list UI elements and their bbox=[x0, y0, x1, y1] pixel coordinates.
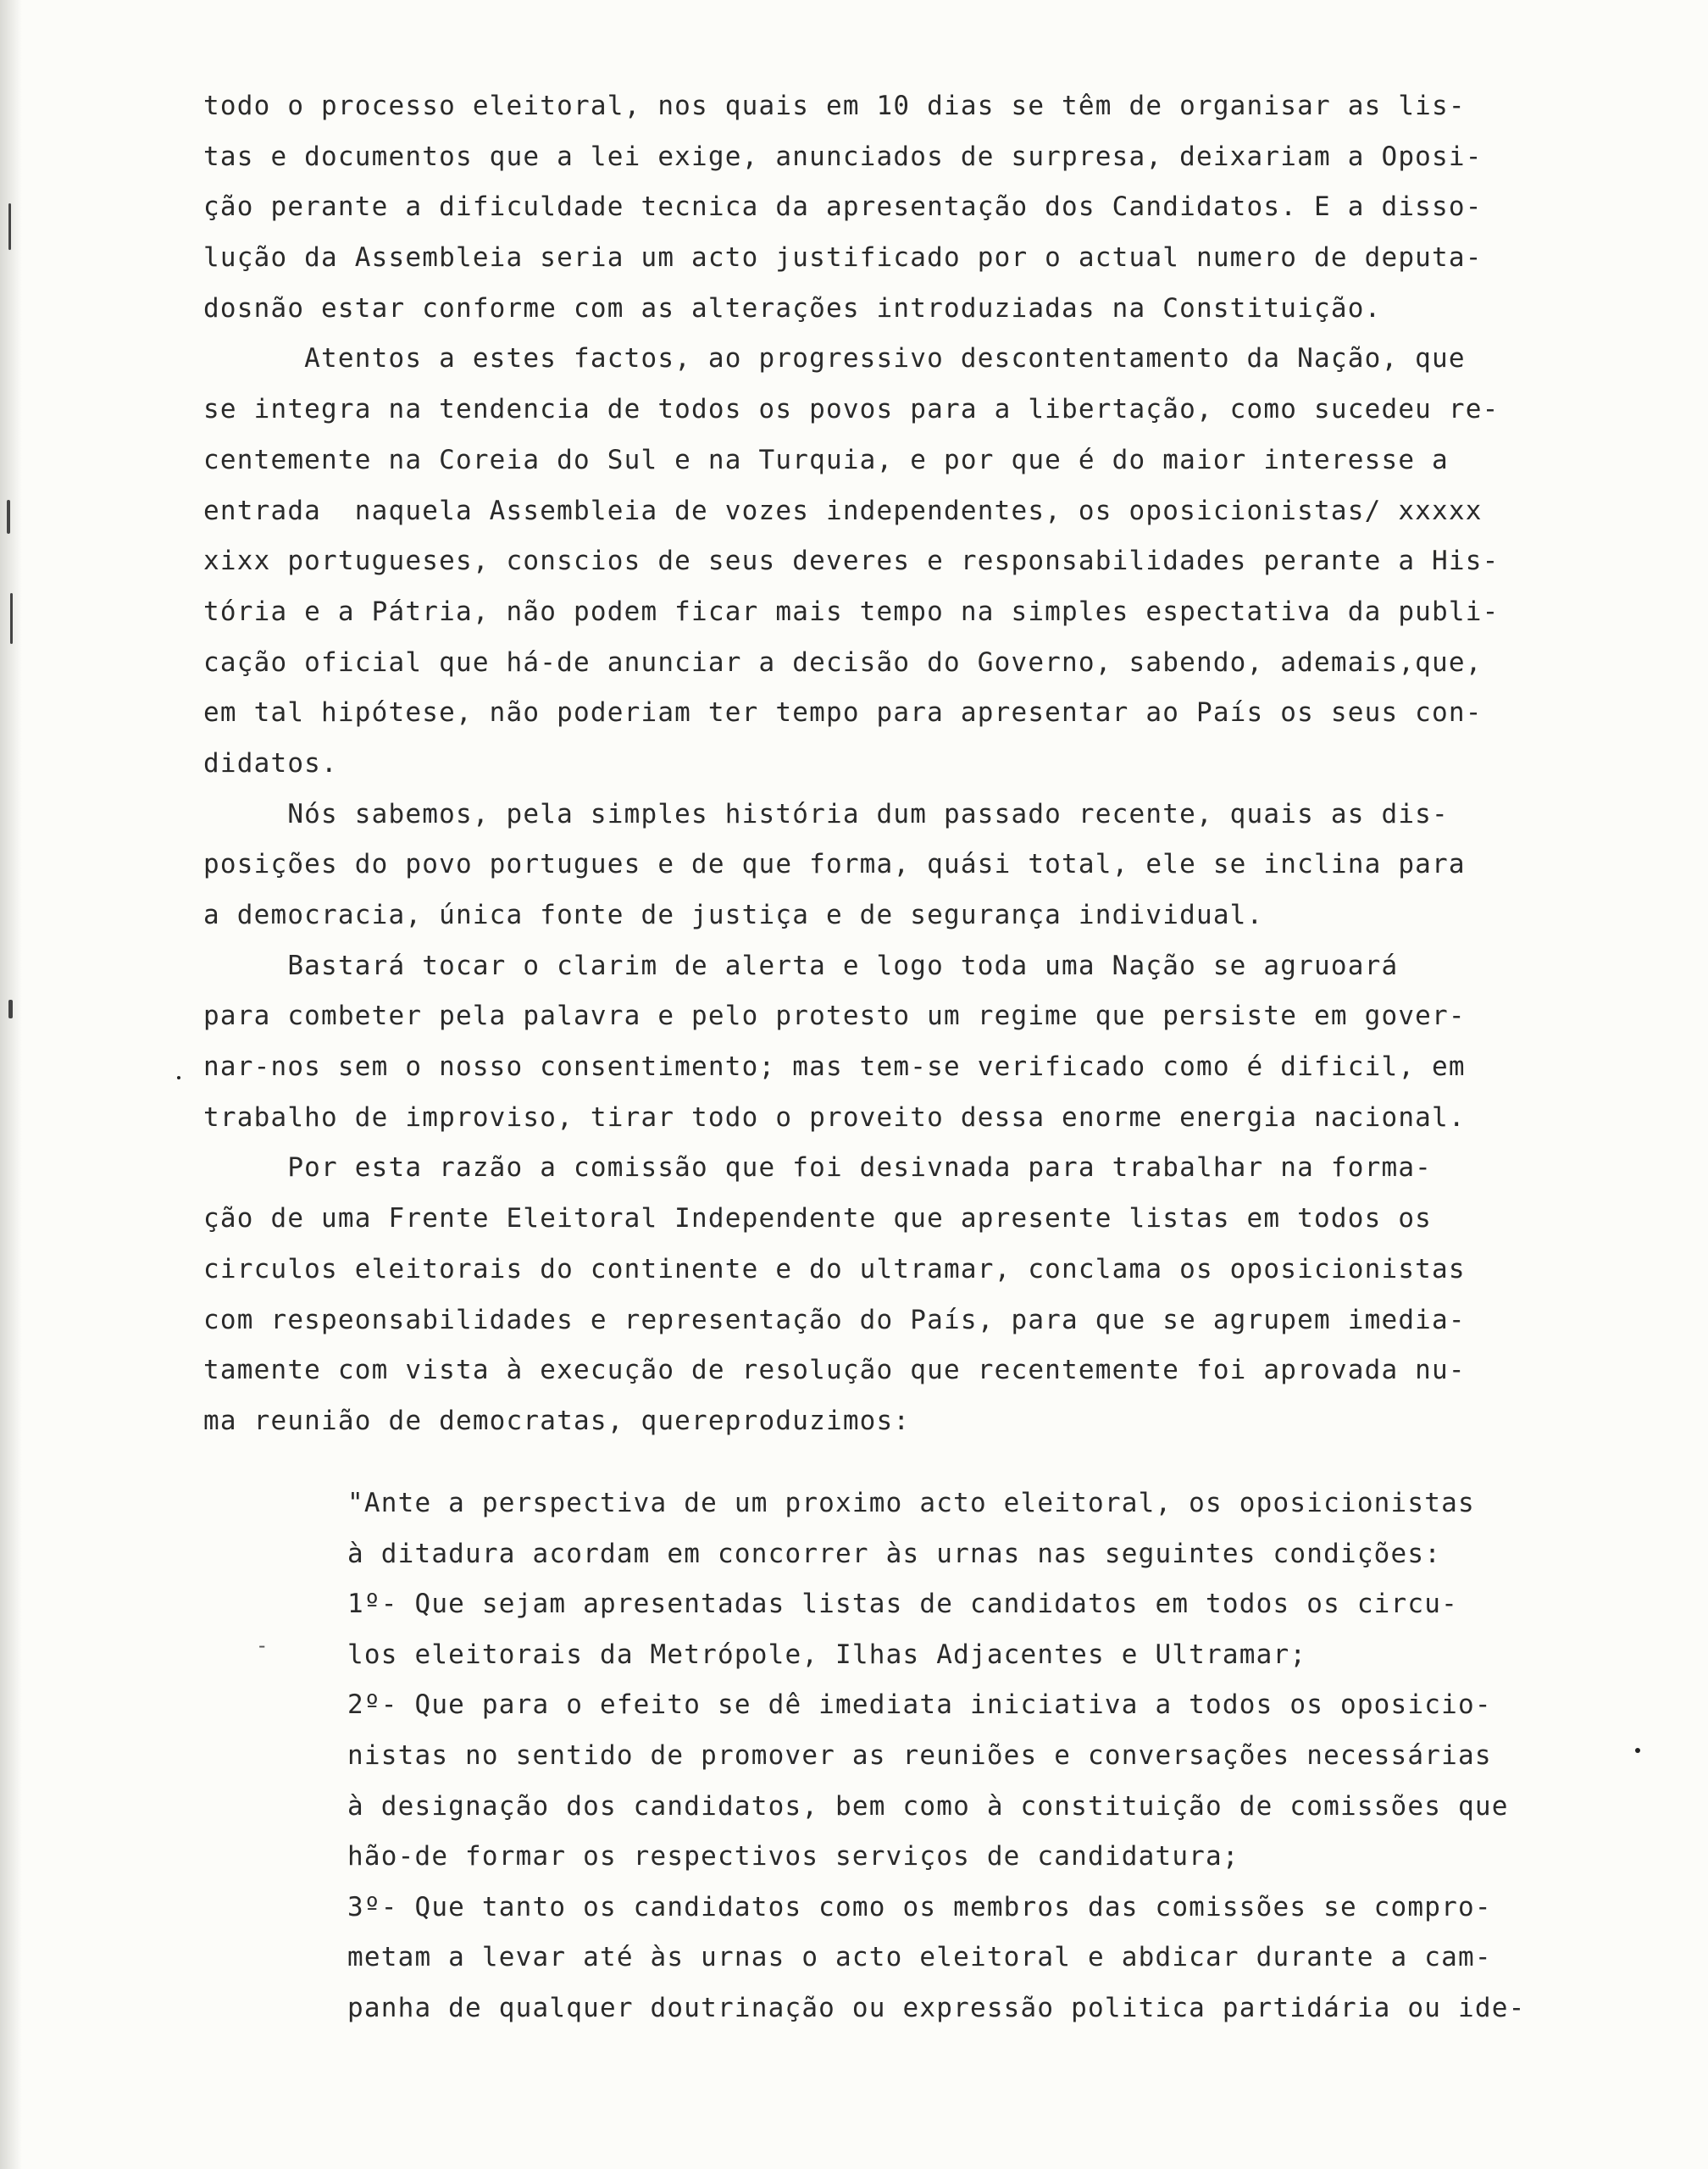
quote-line: à designação dos candidatos, bem como à constituição de comissões que bbox=[347, 1790, 1509, 1822]
text-line: trabalho de improviso, tirar todo o proveito dessa enorme energia nacional. bbox=[203, 1101, 1466, 1133]
text-line: se integra na tendencia de todos os povos para a libertação, como sucedeu re- bbox=[203, 394, 1500, 425]
quote-line: "Ante a perspectiva de um proximo acto eleitoral, os oposicionistas bbox=[347, 1488, 1475, 1518]
text-line: tória e a Pátria, não podem ficar mais tempo na simples espectativa da publi- bbox=[203, 596, 1500, 627]
text-line: em tal hipótese, não poderiam ter tempo para apresentar ao País os seus con- bbox=[203, 697, 1483, 729]
quoted-resolution bbox=[347, 1478, 1601, 2034]
quote-line: panha de qualquer doutrinação ou expressão politica partidária ou ide- bbox=[347, 1992, 1526, 2023]
quote-line: 1º- Que sejam apresentadas listas de candidatos em todos os circu- bbox=[347, 1589, 1458, 1620]
text-line: dosnão estar conforme com as alterações introduziadas na Constituição. bbox=[203, 292, 1382, 324]
text-line: entrada naquela Assembleia de vozes independentes, os oposicionistas/ xxxxx bbox=[203, 495, 1483, 526]
text-line: Por esta razão a comissão que foi desivnada para trabalhar na forma- bbox=[203, 1152, 1433, 1184]
text-line: xixx portugueses, conscios de seus deveres e responsabilidades perante a His- bbox=[203, 546, 1500, 577]
quote-line: 3º- Que tanto os candidatos como os membros das comissões se compro- bbox=[347, 1891, 1492, 1922]
text-line: didatos. bbox=[203, 747, 338, 779]
scan-speck bbox=[1635, 1748, 1640, 1753]
text-line: ção perante a dificuldade tecnica da apresentação dos Candidatos. E a disso- bbox=[203, 191, 1483, 223]
text-line: cação oficial que há-de anunciar a decisão do Governo, sabendo, ademais,que, bbox=[203, 646, 1483, 678]
text-line: ção de uma Frente Eleitoral Independente que apresente listas em todos os bbox=[203, 1203, 1433, 1234]
text-line: posições do povo portugues e de que forma, quási total, ele se inclina para bbox=[203, 849, 1466, 880]
margin-mark bbox=[8, 203, 11, 250]
text-line: com respeonsabilidades e representação do País, para que se agrupem imedia- bbox=[203, 1304, 1466, 1335]
quote-line: nistas no sentido de promover as reuniões e conversações necessárias bbox=[347, 1739, 1492, 1771]
text-line: a democracia, única fonte de justiça e de segurança individual. bbox=[203, 900, 1264, 930]
margin-dash: - bbox=[256, 1634, 269, 1657]
quote-line: hão-de formar os respectivos serviços de candidatura; bbox=[347, 1841, 1239, 1872]
text-line: lução da Assembleia seria um acto justificado por o actual numero de deputa- bbox=[203, 242, 1483, 274]
text-line: centemente na Coreia do Sul e na Turquia, e por que é do maior interesse a bbox=[203, 444, 1449, 475]
text-line: tas e documentos que a lei exige, anunciados de surpresa, deixariam a Oposi- bbox=[203, 141, 1483, 172]
margin-mark bbox=[10, 593, 13, 644]
scan-speck bbox=[177, 1076, 180, 1079]
text-line: ma reunião de democratas, quereproduzimos: bbox=[203, 1405, 911, 1436]
text-line: tamente com vista à execução de resolução que recentemente foi aprovada nu- bbox=[203, 1355, 1466, 1386]
body-text bbox=[203, 81, 1610, 1447]
quote-line: metam a levar até às urnas o acto eleitoral e abdicar durante a cam- bbox=[347, 1942, 1492, 1973]
quote-line: los eleitorais da Metrópole, Ilhas Adjacentes e Ultramar; bbox=[347, 1639, 1307, 1670]
text-line: Bastará tocar o clarim de alerta e logo toda uma Nação se agruoará bbox=[203, 950, 1399, 981]
margin-mark bbox=[8, 1000, 13, 1018]
quote-line: 2º- Que para o efeito se dê imediata iniciativa a todos os oposicio- bbox=[347, 1689, 1492, 1721]
text-line: Atentos a estes factos, ao progressivo descontentamento da Nação, que bbox=[203, 343, 1466, 374]
text-line: todo o processo eleitoral, nos quais em 10 dias se têm de organisar as lis- bbox=[203, 91, 1466, 121]
text-line: para combeter pela palavra e pelo protesto um regime que persiste em gover- bbox=[203, 1001, 1466, 1032]
page-edge-shadow bbox=[0, 0, 22, 2169]
quote-line: à ditadura acordam em concorrer às urnas nas seguintes condições: bbox=[347, 1538, 1442, 1569]
text-line: Nós sabemos, pela simples história dum passado recente, quais as dis- bbox=[203, 798, 1449, 829]
text-line: circulos eleitorais do continente e do ultramar, conclama os oposicionistas bbox=[203, 1253, 1466, 1284]
text-line: nar-nos sem o nosso consentimento; mas tem-se verificado como é dificil, em bbox=[203, 1051, 1466, 1083]
margin-mark bbox=[7, 500, 10, 534]
